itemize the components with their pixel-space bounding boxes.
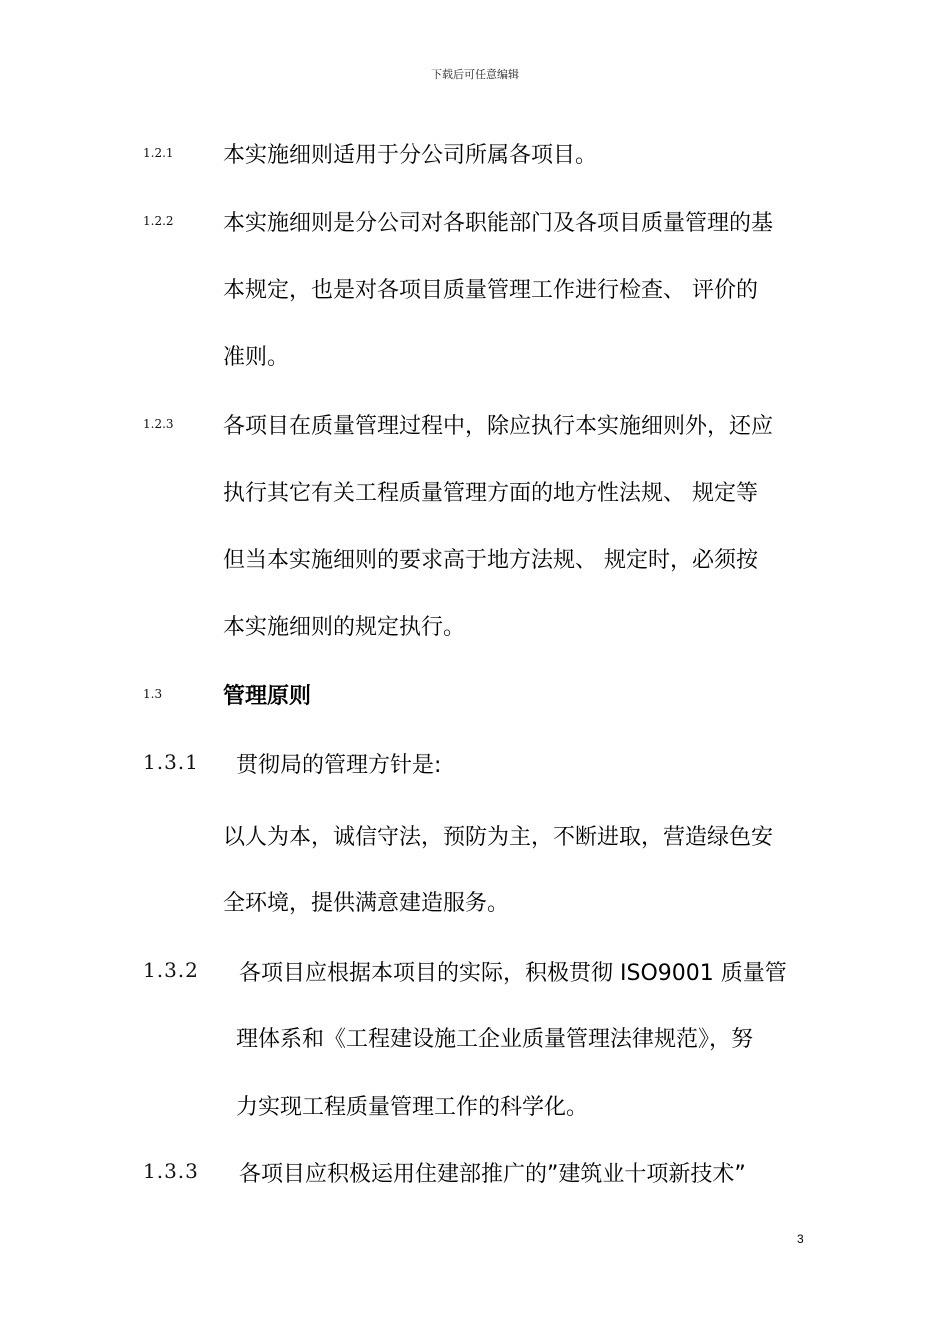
page-header: 下载后可任意编辑	[431, 68, 519, 81]
section-heading: 管理原则	[223, 684, 312, 709]
paragraph-line: 以人为本，诚信守法，预防为主，不断进取，营造绿色安	[223, 825, 774, 850]
paragraph-line: 各项目在质量管理过程中，除应执行本实施细则外，还应	[223, 414, 774, 439]
paragraph-line: 贯彻局的管理方针是:	[236, 753, 442, 778]
section-number: 1.2.2	[143, 214, 174, 228]
paragraph-line: 本规定，也是对各项目质量管理工作进行检查、 评价的	[223, 278, 758, 303]
paragraph-line: 准则。	[223, 345, 290, 370]
section-number: 1.2.3	[143, 417, 174, 431]
paragraph-line: 力实现工程质量管理工作的科学化。	[236, 1095, 589, 1120]
section-number: 1.3.1	[143, 750, 199, 774]
paragraph-line: 各项目应根据本项目的实际，积极贯彻 ISO9001 质量管	[239, 961, 787, 986]
paragraph-line: 本实施细则的规定执行。	[223, 615, 466, 640]
page-number: 3	[797, 1232, 804, 1246]
paragraph-line: 全环境，提供满意建造服务。	[223, 891, 510, 916]
section-number: 1.2.1	[143, 146, 174, 160]
section-number: 1.3.3	[143, 1159, 199, 1183]
paragraph-line: 但当本实施细则的要求高于地方法规、 规定时，必须按	[223, 548, 758, 573]
paragraph-line: 本实施细则适用于分公司所属各项目。	[223, 143, 598, 168]
paragraph-line: 本实施细则是分公司对各职能部门及各项目质量管理的基	[223, 211, 774, 236]
paragraph-line: 执行其它有关工程质量管理方面的地方性法规、 规定等	[223, 481, 758, 506]
paragraph-line: 各项目应积极运用住建部推广的”建筑业十项新技术”	[239, 1162, 746, 1187]
section-number: 1.3	[143, 687, 163, 701]
section-number: 1.3.2	[143, 958, 199, 982]
paragraph-line: 理体系和《工程建设施工企业质量管理法律规范》，努	[236, 1027, 754, 1052]
